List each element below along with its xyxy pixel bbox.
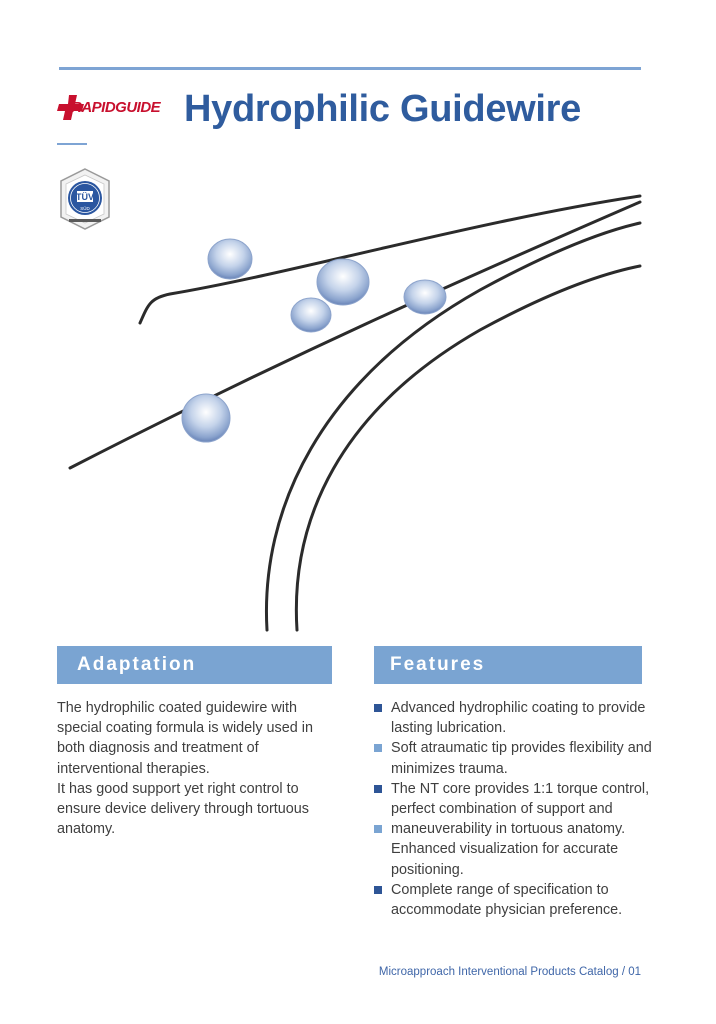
droplet — [208, 239, 252, 279]
adaptation-paragraph: It has good support yet right control to ensure device delivery through tortuous anatomy. — [57, 780, 309, 838]
feature-item — [374, 738, 654, 778]
logo-text: RAPIDGUIDE — [71, 99, 161, 116]
square-bullet-icon — [374, 704, 382, 712]
feature-item — [374, 819, 654, 880]
feature-text: maneuverability in tortuous anatomy. Enhanced visualization for accurate positioning. — [391, 821, 626, 878]
feature-text: Advanced hydrophilic coating to provide lasting lubrication. — [391, 700, 646, 737]
top-rule — [59, 67, 641, 70]
droplet — [404, 280, 446, 314]
tuv-mark: TÜV — [76, 192, 94, 202]
rapidguide-logo — [57, 93, 167, 127]
square-bullet-icon — [374, 744, 382, 752]
adaptation-header: Adaptation — [57, 646, 332, 684]
droplet — [317, 259, 369, 305]
page-title: Hydrophilic Guidewire — [184, 88, 581, 130]
feature-item — [374, 779, 654, 819]
feature-text: The NT core provides 1:1 torque control, perfect combination of support and — [391, 780, 650, 818]
guidewire-loop-inner — [296, 266, 640, 630]
feature-text: Soft atraumatic tip provides flexibility and minimizes trauma. — [391, 740, 652, 777]
logo-underline — [57, 143, 87, 145]
feature-text: Complete range of specification to accommodate physician preference. — [391, 881, 623, 919]
square-bullet-icon — [374, 825, 382, 833]
square-bullet-icon — [374, 785, 382, 793]
guidewire-illustration — [60, 180, 642, 632]
square-bullet-icon — [374, 886, 382, 894]
droplet — [291, 298, 331, 332]
features-list — [374, 698, 654, 920]
tuv-sub: SÜD — [80, 206, 90, 211]
features-header: Features — [374, 646, 642, 684]
feature-item — [374, 880, 654, 920]
guidewire-long — [70, 202, 640, 468]
adaptation-text — [57, 698, 332, 839]
adaptation-paragraph: The hydrophilic coated guidewire with special coating formula is widely used in both diagnosis and treatment of interventional therapies. — [57, 700, 313, 777]
feature-item — [374, 698, 654, 738]
footer-catalog-label: Microapproach Interventional Products Catalog / 01 — [378, 966, 641, 978]
droplet — [182, 394, 230, 442]
